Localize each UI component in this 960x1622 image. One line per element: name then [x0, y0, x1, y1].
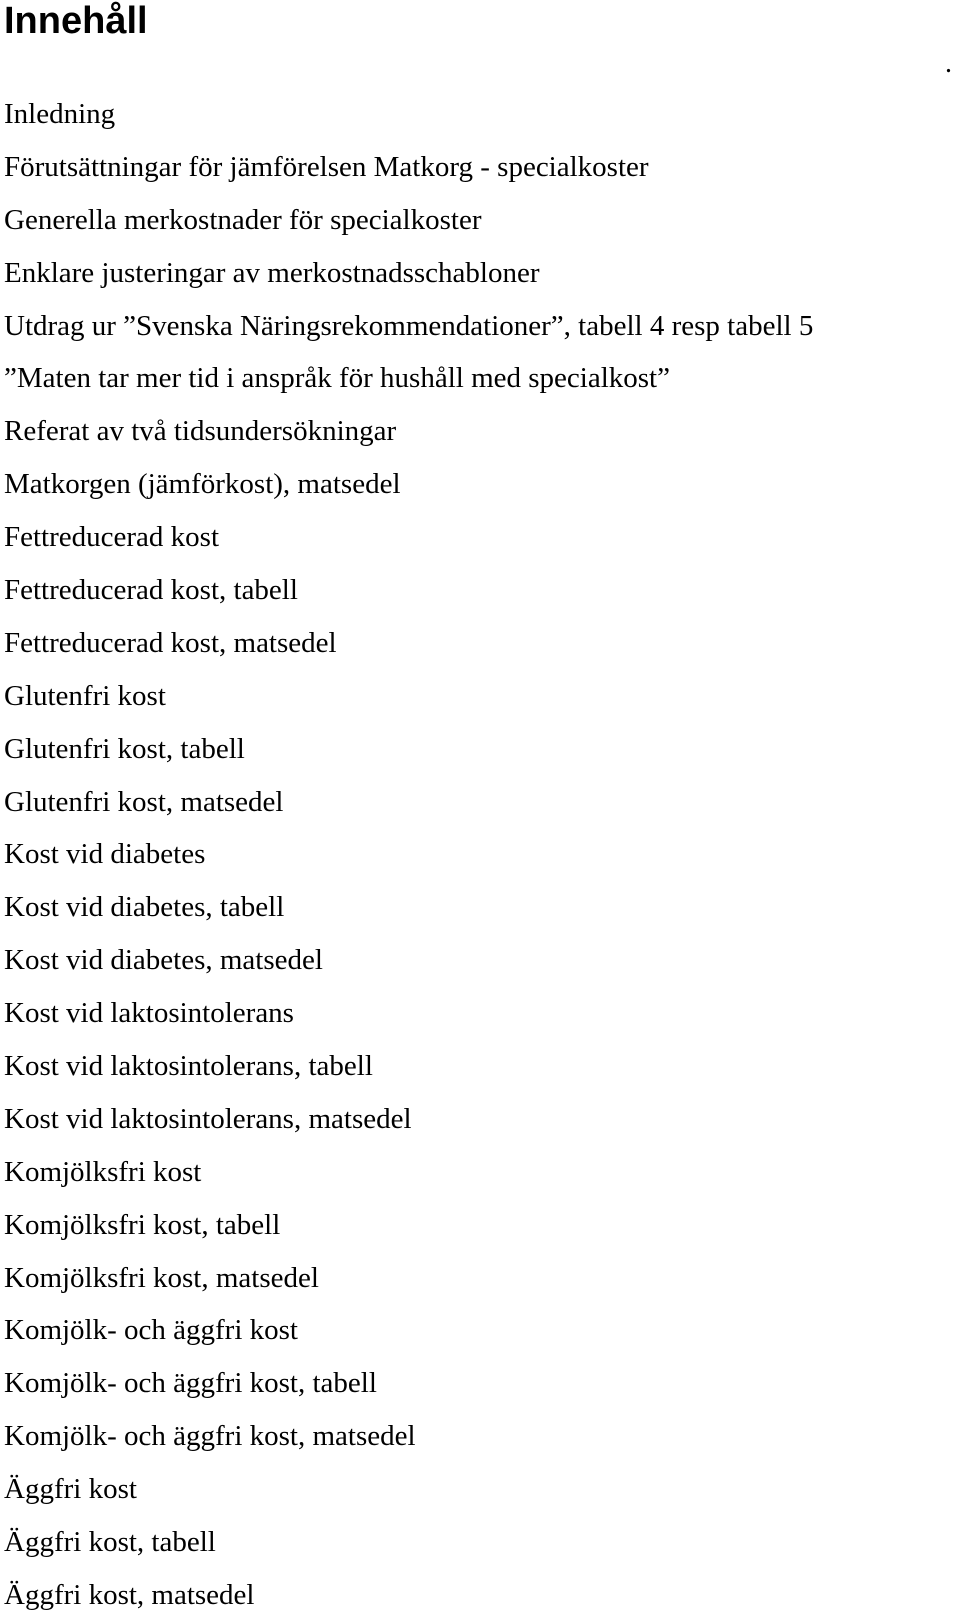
toc-item: Kost vid laktosintolerans, matsedel: [4, 1102, 412, 1135]
toc-item: Kost vid laktosintolerans, tabell: [4, 1050, 373, 1083]
table-of-contents: [4, 88, 944, 1622]
toc-item: Äggfri kost, tabell: [4, 1526, 216, 1559]
toc-item: Komjölksfri kost, matsedel: [4, 1261, 319, 1294]
toc-item: Enklare justeringar av merkostnadsschabloner: [4, 256, 540, 289]
toc-item: ”Maten tar mer tid i anspråk för hushåll med specialkost”: [4, 362, 670, 395]
toc-item: Referat av två tidsundersökningar: [4, 415, 397, 448]
toc-item: Fettreducerad kost, matsedel: [4, 626, 337, 659]
toc-item: Generella merkostnader för specialkoster: [4, 203, 482, 236]
toc-item: Matkorgen (jämförkost), matsedel: [4, 468, 401, 501]
toc-item: Utdrag ur ”Svenska Näringsrekommendationer”, tabell 4 resp tabell 5: [4, 309, 814, 342]
toc-item: Kost vid diabetes, tabell: [4, 891, 285, 924]
toc-item: Fettreducerad kost, tabell: [4, 574, 298, 607]
toc-item: Komjölksfri kost: [4, 1155, 202, 1188]
toc-item: Kost vid diabetes: [4, 838, 206, 871]
toc-item: Komjölk- och äggfri kost, tabell: [4, 1367, 377, 1400]
toc-item: Inledning: [4, 98, 116, 130]
toc-item: Kost vid laktosintolerans: [4, 997, 294, 1030]
toc-item: Äggfri kost: [4, 1473, 137, 1506]
toc-item: Glutenfri kost: [4, 679, 166, 712]
toc-item: Fettreducerad kost: [4, 521, 220, 554]
page-title: Innehåll: [4, 0, 148, 42]
toc-item: Äggfri kost, matsedel: [4, 1578, 255, 1611]
toc-item: Komjölk- och äggfri kost: [4, 1314, 298, 1347]
corner-mark: .: [945, 48, 952, 79]
toc-item: Förutsättningar för jämförelsen Matkorg - specialkoster: [4, 150, 649, 183]
toc-item: Komjölk- och äggfri kost, matsedel: [4, 1420, 416, 1453]
toc-item: Kost vid diabetes, matsedel: [4, 944, 323, 977]
toc-item: Glutenfri kost, matsedel: [4, 785, 284, 818]
toc-item: Glutenfri kost, tabell: [4, 732, 245, 765]
toc-item: Komjölksfri kost, tabell: [4, 1208, 281, 1241]
